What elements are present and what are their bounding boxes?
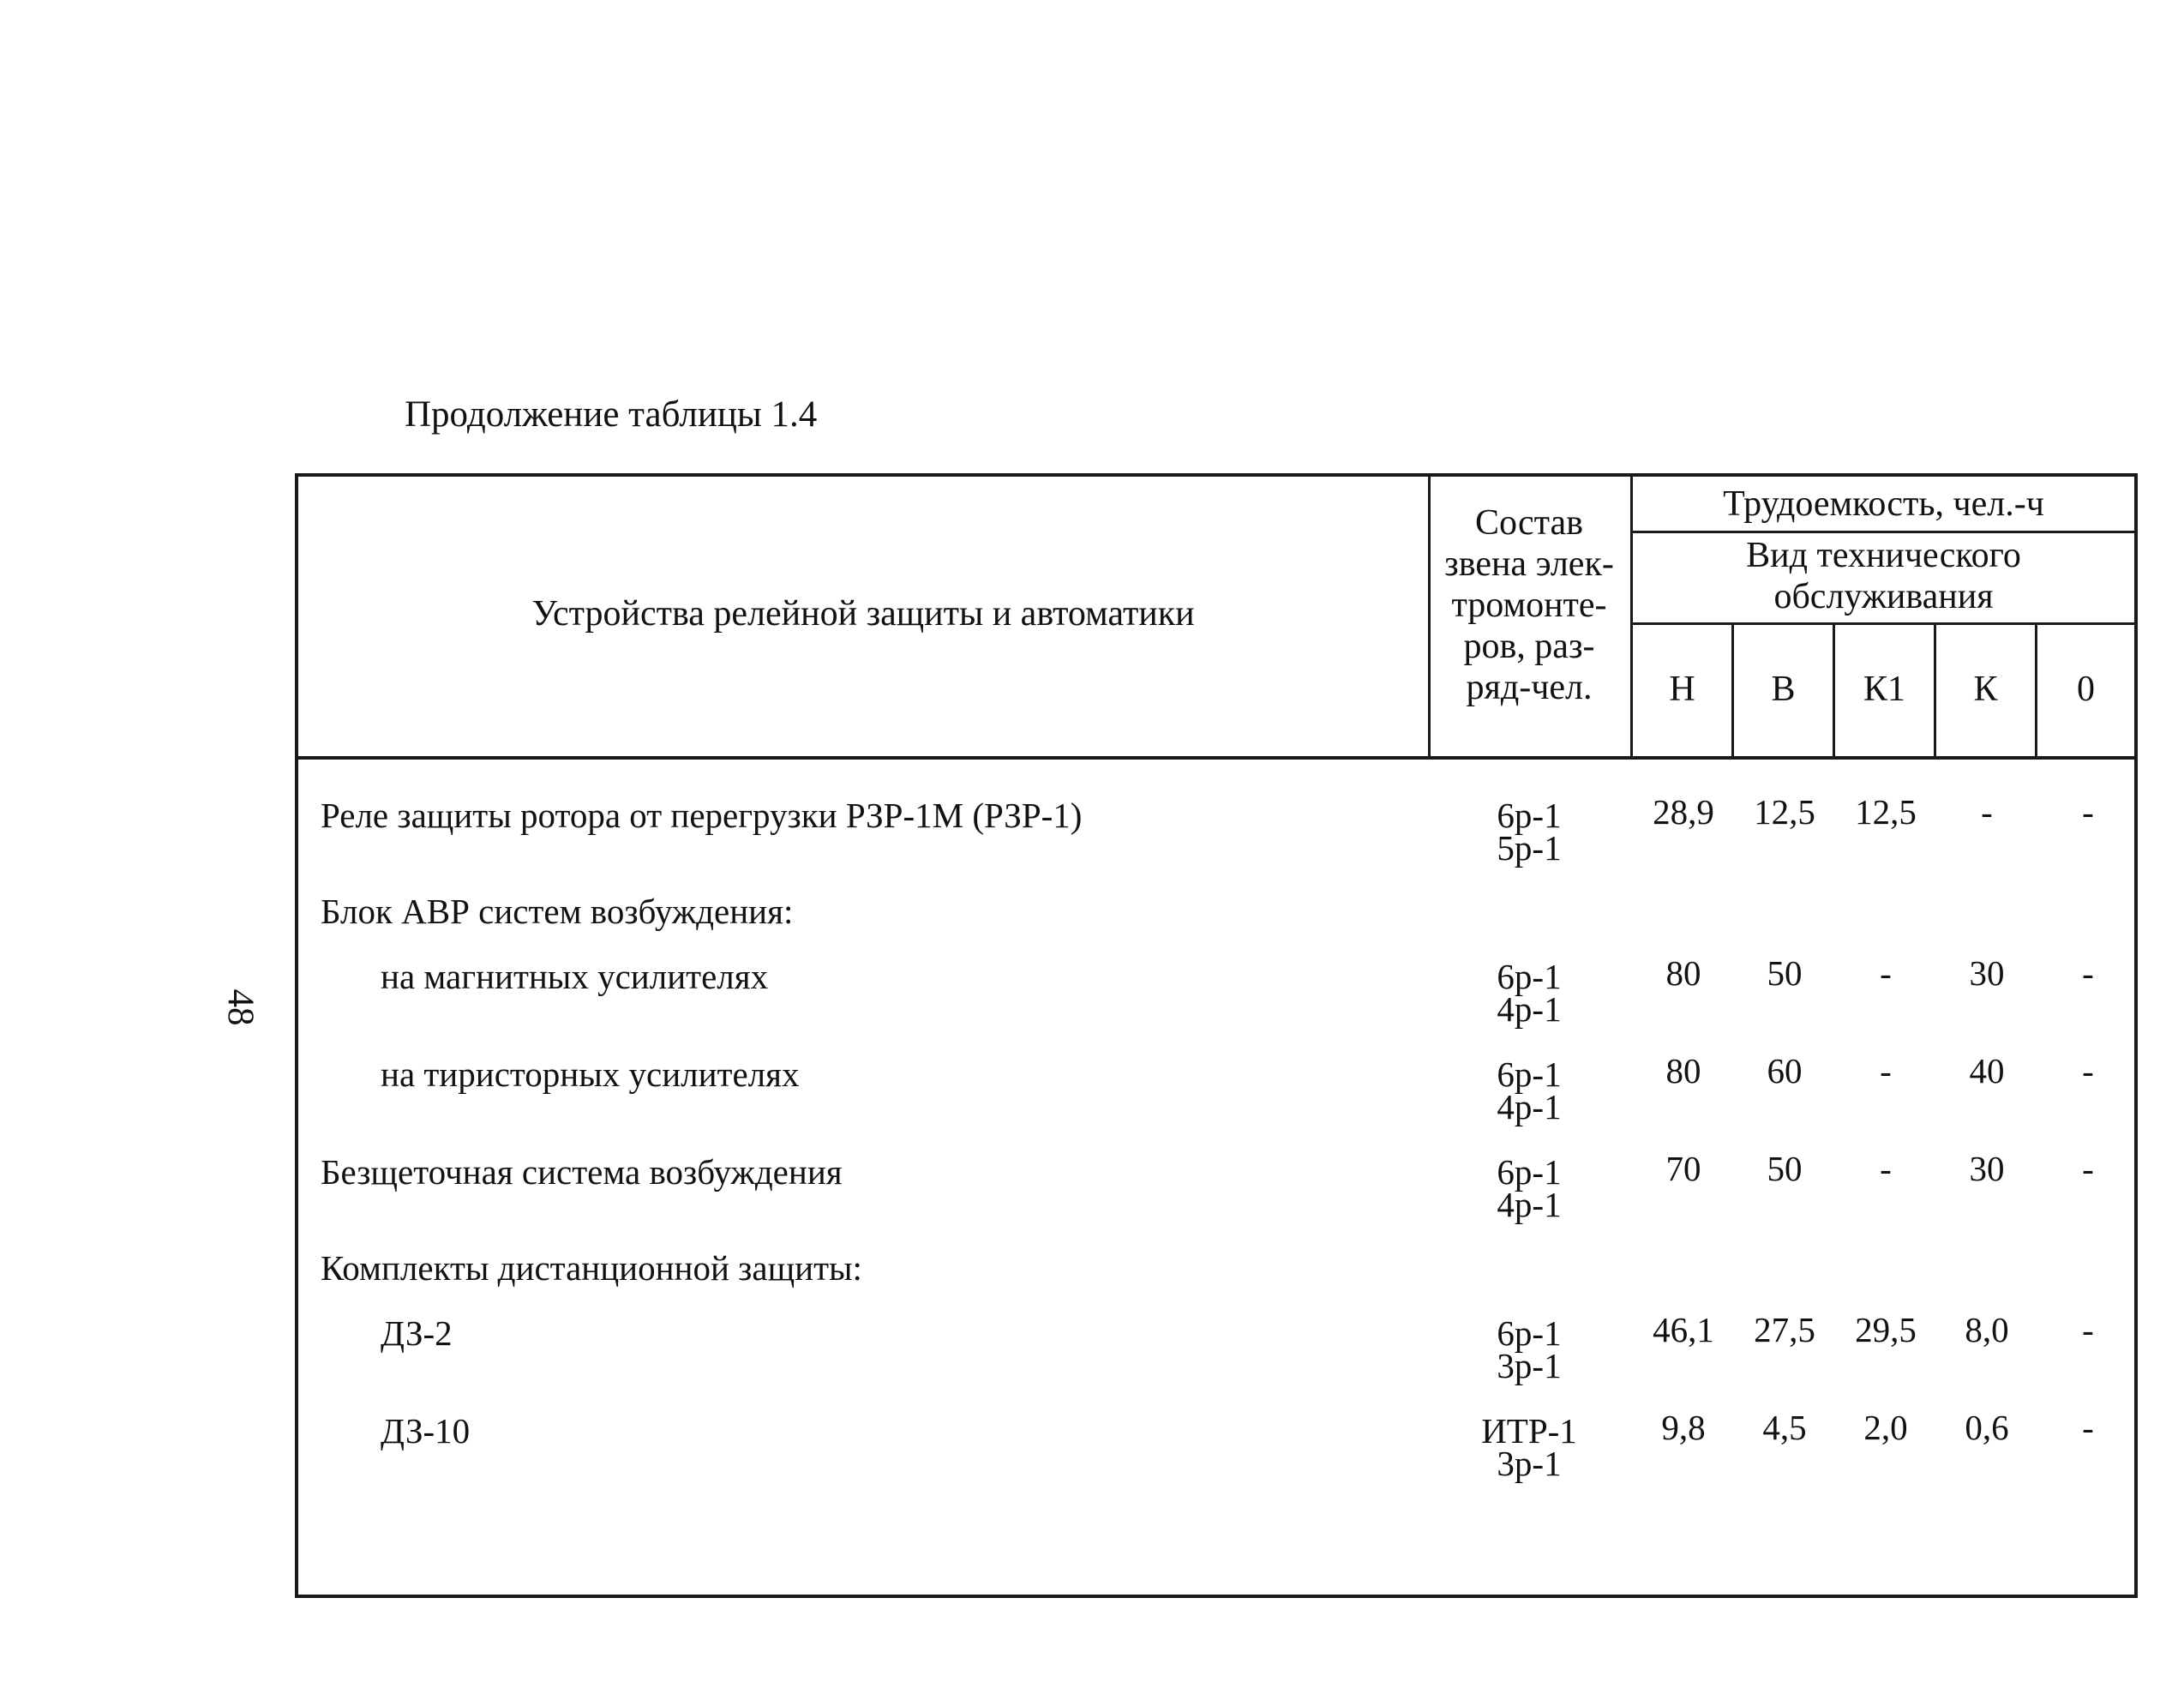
- row-label: ДЗ-10: [381, 1411, 471, 1451]
- row-label: на тиристорных усилителях: [381, 1054, 800, 1094]
- value-k1: -: [1880, 953, 1892, 993]
- labor-title-header: Трудоемкость, чел.-ч: [1723, 484, 2044, 524]
- crew-header-line-5: ряд-чел.: [1466, 668, 1593, 707]
- value-k1: 2,0: [1863, 1408, 1908, 1447]
- table-frame: [295, 473, 2138, 1598]
- service-col-v: В: [1771, 670, 1796, 709]
- value-n: 28,9: [1653, 792, 1714, 832]
- crew-line: 6р-1: [1497, 1313, 1562, 1353]
- value-k: 30: [1969, 1149, 2005, 1188]
- row-label: Комплекты дистанционной защиты:: [321, 1248, 862, 1288]
- value-v: 12,5: [1754, 792, 1815, 832]
- value-v: 27,5: [1754, 1310, 1815, 1349]
- value-k: 8,0: [1965, 1310, 2009, 1349]
- crew-header-line-3: тромонте-: [1451, 586, 1607, 625]
- value-n: 46,1: [1653, 1310, 1714, 1349]
- crew-header-line-1: Состав: [1474, 503, 1584, 543]
- value-n: 70: [1665, 1149, 1701, 1188]
- service-type-header: [1633, 535, 2134, 617]
- crew-line: 6р-1: [1497, 1054, 1562, 1094]
- value-0: -: [2082, 1051, 2094, 1090]
- value-k: 40: [1969, 1051, 2005, 1090]
- value-k1: -: [1880, 1051, 1892, 1090]
- service-col-k1: К1: [1863, 670, 1905, 709]
- crew-line: 4р-1: [1497, 1185, 1562, 1224]
- row-label: Блок АВР систем возбуждения:: [321, 892, 794, 931]
- value-k1: 12,5: [1855, 792, 1917, 832]
- value-0: -: [2082, 953, 2094, 993]
- crew-cell: [1428, 1313, 1630, 1385]
- service-col-n: Н: [1669, 670, 1695, 709]
- crew-cell: [1428, 957, 1630, 1029]
- value-k1: 29,5: [1855, 1310, 1917, 1349]
- crew-column-header: [1428, 502, 1630, 708]
- crew-cell: [1428, 796, 1630, 868]
- device-column-header: Устройства релейной защиты и автоматики: [531, 594, 1195, 634]
- table-caption: Продолжение таблицы 1.4: [405, 394, 818, 435]
- value-k1: -: [1880, 1149, 1892, 1188]
- crew-header-line-2: звена элек-: [1444, 544, 1614, 584]
- value-v: 50: [1767, 953, 1803, 993]
- page-number: 48: [220, 988, 261, 1026]
- value-v: 4,5: [1762, 1408, 1807, 1447]
- value-k: 0,6: [1965, 1408, 2009, 1447]
- crew-line: ИТР-1: [1481, 1411, 1577, 1451]
- value-0: -: [2082, 1408, 2094, 1447]
- crew-line: 5р-1: [1497, 828, 1562, 868]
- value-0: -: [2082, 1310, 2094, 1349]
- crew-line: 6р-1: [1497, 1152, 1562, 1192]
- row-label: на магнитных усилителях: [381, 957, 769, 996]
- service-type-bottom-line: [1630, 622, 2134, 625]
- service-col-k: К: [1973, 670, 1998, 709]
- row-label: ДЗ-2: [381, 1313, 453, 1353]
- value-0: -: [2082, 792, 2094, 832]
- value-0: -: [2082, 1149, 2094, 1188]
- crew-line: 4р-1: [1497, 989, 1562, 1029]
- crew-header-line-4: ров, раз-: [1463, 627, 1595, 666]
- crew-cell: [1428, 1411, 1630, 1483]
- value-n: 80: [1665, 953, 1701, 993]
- crew-cell: [1428, 1054, 1630, 1126]
- value-n: 9,8: [1661, 1408, 1706, 1447]
- service-type-line-2: обслуживания: [1773, 577, 1994, 616]
- crew-line: 4р-1: [1497, 1087, 1562, 1126]
- row-label: Безщеточная система возбуждения: [321, 1152, 843, 1192]
- crew-line: 6р-1: [1497, 957, 1562, 996]
- service-col-0: 0: [2077, 670, 2095, 709]
- header-bottom-line: [298, 756, 2134, 760]
- value-k: 30: [1969, 953, 2005, 993]
- value-v: 50: [1767, 1149, 1803, 1188]
- row-label: Реле защиты ротора от перегрузки РЗР-1М (РЗР-1): [321, 796, 1083, 835]
- labor-title-bottom-line: [1630, 531, 2134, 533]
- value-k: -: [1981, 792, 1993, 832]
- crew-cell: [1428, 1152, 1630, 1224]
- crew-line: 6р-1: [1497, 796, 1562, 835]
- crew-line: 3р-1: [1497, 1346, 1562, 1385]
- value-n: 80: [1665, 1051, 1701, 1090]
- service-type-line-1: Вид технического: [1746, 536, 2021, 575]
- value-v: 60: [1767, 1051, 1803, 1090]
- crew-line: 3р-1: [1497, 1444, 1562, 1483]
